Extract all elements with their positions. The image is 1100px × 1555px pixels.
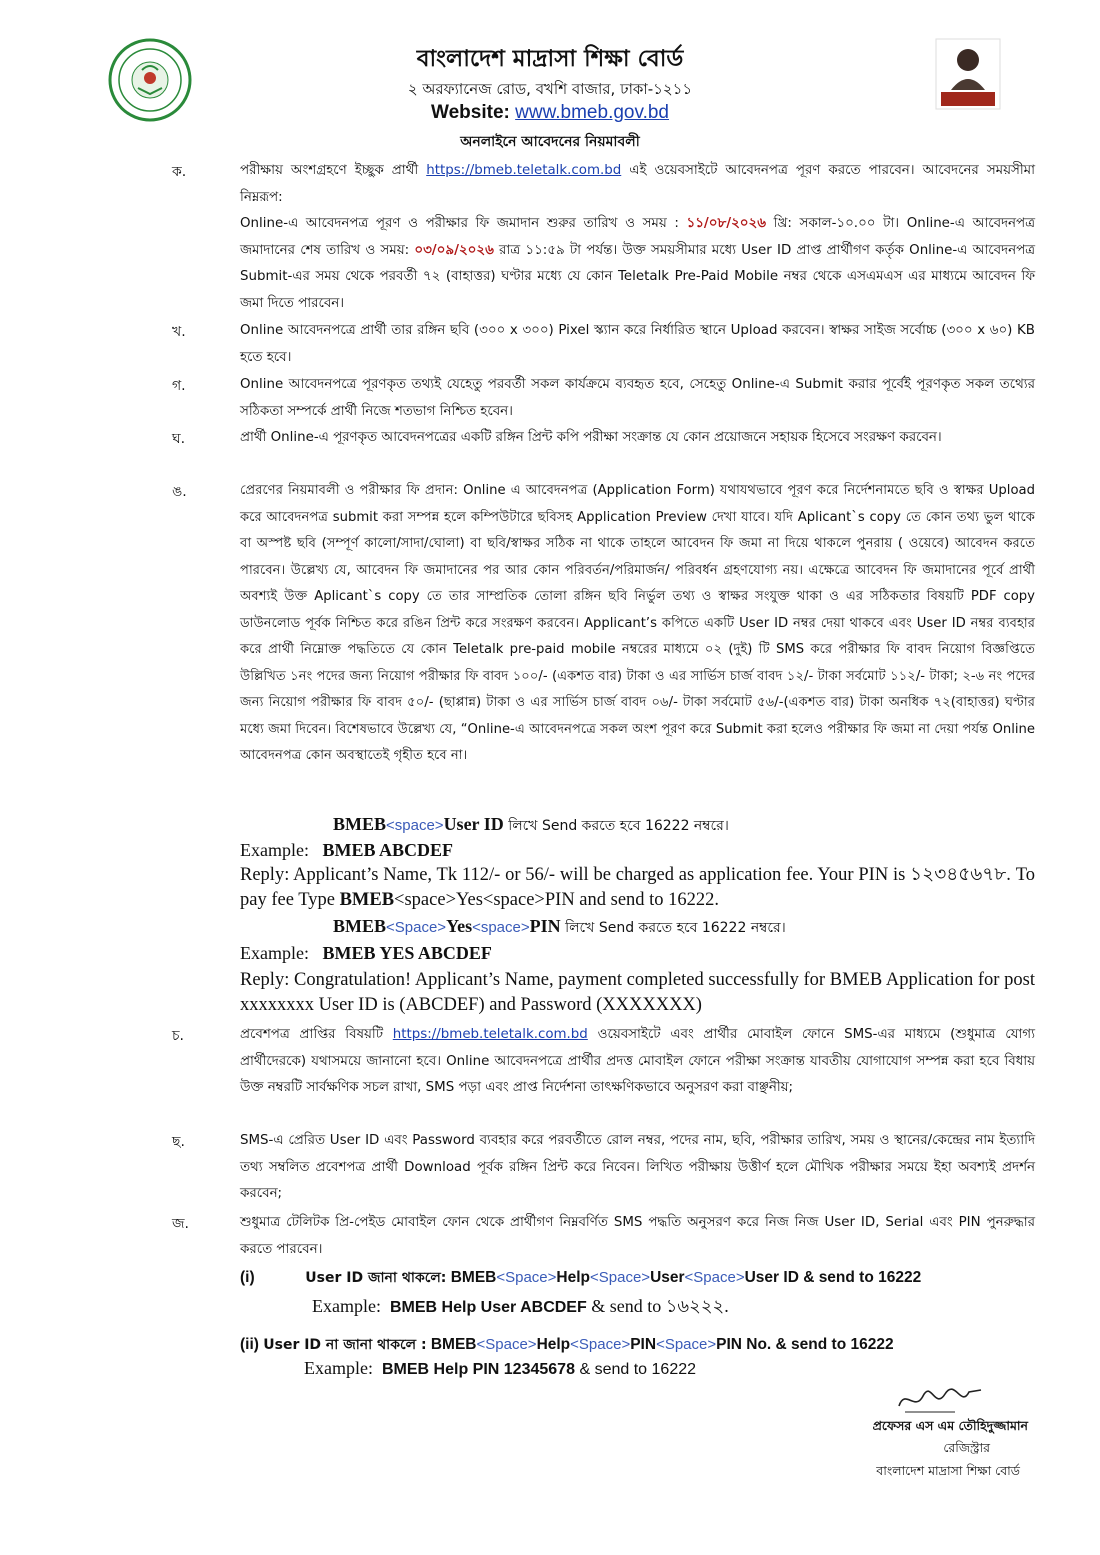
rule-marker: জ.	[172, 1216, 189, 1232]
option-condition: User ID না জানা থাকলে :	[263, 1337, 427, 1353]
example-label: Example:	[240, 840, 309, 860]
sms-example-2	[240, 943, 492, 964]
sms-placeholder: <space>	[472, 919, 530, 936]
rule-text: SMS-এ প্রেরিত User ID এবং Password ব্যবহার করে পরবর্তীতে রোল নম্বর, পদের নাম, ছবি, পরীক্ষার তারিখ, সময় ও স্থানের/কেন্দ্রের নাম ইত্যাদি তথ্য সম্বলিত প্রবেশপত্র প্রার্থী Download পূর্বক রঙ্গিন প্রিন্ট করে নিবেন। লিখিত পরীক্ষায় উত্তীর্ণ হলে মৌখিক পরীক্ষার সময়ে ইহা অবশ্যই প্রদর্শন করবেন;	[240, 1133, 1035, 1201]
sms-format-line-1	[333, 814, 729, 838]
reply-text: Reply: Applicant’s Name, Tk 112/- or 56/- will be charged as application fee. Your PIN is ১২৩৪৫৬৭৮. To pay fee Type	[240, 865, 1035, 910]
sms-keyword: BMEB	[450, 1269, 497, 1286]
sms-reply-1	[240, 863, 1035, 913]
rule-marker: খ.	[172, 324, 186, 340]
example-label: Example:	[304, 1358, 373, 1378]
recovery-example-ii	[304, 1358, 696, 1379]
rule-text: প্রেরণের নিয়মাবলী ও পরীক্ষার ফি প্রদান: Online এ আবেদনপত্র (Application Form) যথাযথভাবে পূরণ করে নির্দেশনামতে ছবি ও স্বাক্ষর Upload করে আবেদনপত্র submit করা সম্পন্ন হলে কম্পিউটারে ছবিসহ Application Preview দেখা যাবে। যদি Aplicant`s copy তে কোন তথ্য ভুল থাকে বা অস্পষ্ট ছবি (সম্পূর্ণ কালো/সাদা/ঘোলা) বা ছবি/স্বাক্ষর সঠিক না থাকে তাহলে আবেদন ফি জমা না দিয়ে থাকলে পুনরায় ( ওয়েবে) আবেদন করতে পারবেন। উল্লেখ্য যে, আবেদন ফি জমাদানের পর আর কোন পরিবর্তন/পরিমার্জন/ পরিবর্ধন গ্রহণযোগ্য নয়। এক্ষেত্রে আবেদন ফি জমাদানের পূর্বে প্রার্থী অবশ্যই উক্ত Aplicant`s copy তে তার সাম্প্রতিক তোলা রঙ্গিন ছবি নির্ভুল তথ্য ও স্বাক্ষর সংযুক্ত থাকা ও এর সঠিকতার বিষয়টি PDF copy ডাউনলোড পূর্বক নিশ্চিত করে রঙিন প্রিন্ট করে সংরক্ষণ করবেন। Applicant’s কপিতে একটি User ID নম্বর দেয়া থাকবে এবং User ID নম্বর ব্যবহার করে প্রার্থী নিম্নোক্ত পদ্ধতিতে যে কোন Teletalk pre-paid mobile নম্বরের মাধ্যমে ০২ (দুই) টি SMS করে পরীক্ষার ফি বাবদ নিয়োগ বিজ্ঞপ্তিতে উল্লিখিত ১নং পদের জন্য নিয়োগ পরীক্ষার ফি বাবদ ১০০/- (একশত বার) টাকা ও এর সার্ভিস চার্জ বাবদ ১২/- টাকা সর্বমোট ১১২/- টাকা; ২-৬ নং পদের জন্য নিয়োগ পরীক্ষার ফি বাবদ ৫০/- (ছাপ্পান্ন) টাকা ও এর সার্ভিস চার্জ বাবদ ০৬/- টাকা সর্বমোট ৫৬/-(একশত বার) টাকা অনধিক ৭২(বাহাত্তর) ঘণ্টার মধ্যে জমা দিবেন। বিশেষভাবে উল্লেখ্য যে, “Online-এ আবেদনপত্রে সকল অংশ পূরণ করে Submit করা হলেও পরীক্ষার ফি জমা না দেয়া পর্যন্ত Online আবেদনপত্র কোন অবস্থাতেই গৃহীত হবে না।	[240, 483, 1035, 763]
teletalk-link[interactable]: https://bmeb.teletalk.com.bd	[426, 163, 622, 178]
example-label: Example:	[240, 943, 309, 963]
rule-marker: ঙ.	[172, 484, 187, 500]
example-value: BMEB Help User ABCDEF	[389, 1299, 587, 1316]
sms-placeholder: <Space>	[684, 1269, 745, 1286]
sms-format-line-2	[333, 916, 786, 940]
rule-marker: ছ.	[172, 1134, 185, 1150]
rule-text	[240, 1022, 1035, 1102]
end-date: ০৩/০৯/২০২৬	[414, 242, 494, 258]
sms-placeholder: <Space>	[656, 1336, 717, 1353]
website-line	[0, 102, 1100, 124]
sms-placeholder: <Space>	[496, 1269, 557, 1286]
rule-text-part: এই ওয়েবসাইটে আবেদনপত্র পূরণ করতে পারবেন। আবেদনের সময়সীমা নিম্নরূপ:	[240, 163, 1035, 205]
sms-keyword: PIN	[529, 916, 561, 936]
example-value: BMEB Help PIN 12345678	[381, 1361, 575, 1378]
sms-keyword: Help	[536, 1336, 571, 1353]
sms-keyword: User ID & send to 16222	[744, 1269, 922, 1286]
sms-keyword: BMEB	[333, 916, 387, 936]
rule-marker: ক.	[172, 164, 187, 180]
website-label: Website:	[431, 102, 510, 123]
example-value: BMEB ABCDEF	[322, 840, 454, 860]
rule-marker: ঘ.	[172, 431, 186, 447]
sms-instruction: লিখে Send করতে হবে 16222 নম্বরে।	[565, 920, 786, 936]
recovery-option-ii	[240, 1333, 894, 1357]
rules-heading: অনলাইনে আবেদনের নিয়মাবলী	[460, 134, 640, 150]
rule-marker: চ.	[172, 1028, 185, 1044]
sms-keyword: BMEB	[430, 1336, 477, 1353]
sms-keyword: BMEB	[339, 890, 395, 910]
page-title: বাংলাদেশ মাদ্রাসা শিক্ষা বোর্ড	[416, 46, 684, 72]
board-address: ২ অরফ্যানেজ রোড, বখশি বাজার, ঢাকা-১২১১	[407, 80, 693, 98]
rule-text	[240, 158, 1035, 317]
recovery-example-i	[312, 1292, 729, 1323]
recovery-option-i	[240, 1266, 921, 1290]
sms-keyword: BMEB	[333, 814, 387, 834]
sms-keyword: PIN No. & send to 16222	[716, 1336, 894, 1353]
rule-text-part: পরীক্ষায় অংশগ্রহণে ইচ্ছুক প্রার্থী	[240, 163, 419, 178]
rule-text-part: রাত্র ১১:৫৯ টা পর্যন্ত। উক্ত সময়সীমার মধ্যে User ID প্রাপ্ত প্রার্থীগণ কর্তৃক Online-এ আবেদনপত্র Submit-এর সময় থেকে পরবর্তী ৭২ (বাহাত্তর) ঘণ্টার মধ্যে যে কোন Teletalk Pre-Paid Mobile নম্বর থেকে এসএমএস এর মাধ্যমে আবেদন ফি জমা দিতে পারবেন।	[240, 242, 1036, 311]
signature-icon	[895, 1382, 985, 1418]
rule-text-part: ওয়েবসাইটে এবং প্রার্থীর মোবাইল ফোনে SMS-এর মাধ্যমে (শুধুমাত্র যোগ্য প্রার্থীদেরকে) যথাসময়ে জানানো হবে। Online আবেদনপত্রে প্রার্থীর প্রদত্ত মোবাইল ফোনে পরীক্ষা সংক্রান্ত যাবতীয় যোগাযোগ সম্পন্ন করা হবে বিধায় উক্ত নম্বরটি সার্বক্ষণিক সচল রাখা, SMS পড়া এবং প্রাপ্ত নির্দেশনা তাৎক্ষণিকভাবে অনুসরণ করা বাঞ্ছনীয়;	[240, 1027, 1035, 1095]
teletalk-link[interactable]: https://bmeb.teletalk.com.bd	[392, 1027, 588, 1042]
example-tail: & send to ১৬২২২.	[591, 1296, 729, 1316]
rule-text: Online আবেদনপত্রে প্রার্থী তার রঙ্গিন ছবি (৩০০ x ৩০০) Pixel স্ক্যান করে নির্ধারিত স্থানে Upload করবেন। স্বাক্ষর সাইজ সর্বোচ্চ (৩০০ x ৬০) KB হতে হবে।	[240, 323, 1035, 365]
sms-example-1	[240, 840, 453, 861]
sms-placeholder: <Space>	[590, 1269, 651, 1286]
reply-text: <space>Yes<space>PIN and send to 16222.	[394, 890, 720, 910]
sms-placeholder: <Space>	[386, 919, 447, 936]
example-label: Example:	[312, 1296, 381, 1316]
example-tail: & send to 16222	[579, 1361, 697, 1378]
signatory-name: প্রফেসর এস এম তৌহিদুজ্জামান	[872, 1418, 1028, 1433]
rule-text: প্রার্থী Online-এ পূরণকৃত আবেদনপত্রের একটি রঙ্গিন প্রিন্ট কপি পরীক্ষা সংক্রান্ত যে কোন প্রয়োজনে সহায়ক হিসেবে সংরক্ষণ করবেন।	[240, 430, 942, 445]
option-number: (i)	[240, 1269, 255, 1286]
option-condition: User ID জানা থাকলে:	[305, 1270, 447, 1286]
start-date: ১১/০৮/২০২৬	[686, 216, 766, 231]
sms-instruction: লিখে Send করতে হবে 16222 নম্বরে।	[508, 818, 729, 834]
sms-reply-2: Reply: Congratulation! Applicant’s Name, payment completed successfully for BMEB Application for post xxxxxxxx User ID is (ABCDEF) and Password (XXXXXXX)	[240, 970, 1035, 1015]
sms-placeholder: <space>	[386, 817, 444, 834]
rule-text: Online আবেদনপত্রে পূরণকৃত তথ্যই যেহেতু পরবর্তী সকল কার্যক্রমে ব্যবহৃত হবে, সেহেতু Online-এ Submit করার পূর্বেই পূরণকৃত সকল তথ্যের সঠিকতা সম্পর্কে প্রার্থী নিজে শতভাগ নিশ্চিত হবেন।	[240, 377, 1035, 419]
option-number: (ii)	[240, 1336, 259, 1353]
website-link[interactable]: www.bmeb.gov.bd	[515, 102, 669, 123]
rule-text-part: Online-এ আবেদনপত্র পূরণ ও পরীক্ষার ফি জমাদান শুরুর তারিখ ও সময় :	[240, 216, 679, 231]
sms-keyword: PIN	[630, 1336, 657, 1353]
rule-marker: গ.	[172, 378, 186, 394]
sms-keyword: Yes	[446, 916, 473, 936]
sms-placeholder: <Space>	[570, 1336, 631, 1353]
sms-keyword: User ID	[443, 814, 504, 834]
example-value: BMEB YES ABCDEF	[322, 943, 492, 963]
signatory-organization: বাংলাদেশ মাদ্রাসা শিক্ষা বোর্ড	[876, 1463, 1020, 1478]
sms-placeholder: <Space>	[476, 1336, 537, 1353]
sms-keyword: User	[650, 1269, 685, 1286]
rule-text-part: খ্রি: সকাল-১০.০০ টা। Online-এ আবেদনপত্র জমাদানের শেষ তারিখ ও সময়:	[240, 216, 1035, 258]
sms-keyword: Help	[556, 1269, 591, 1286]
rule-text-part: প্রবেশপত্র প্রাপ্তির বিষয়টি	[240, 1027, 383, 1042]
rule-text: শুধুমাত্র টেলিটক প্রি-পেইড মোবাইল ফোন থেকে প্রার্থীগণ নিম্নবর্ণিত SMS পদ্ধতি অনুসরণ করে নিজ নিজ User ID, Serial এবং PIN পুনরুদ্ধার করতে পারবেন।	[240, 1215, 1035, 1257]
signatory-designation: রেজিস্ট্রার	[943, 1440, 990, 1455]
